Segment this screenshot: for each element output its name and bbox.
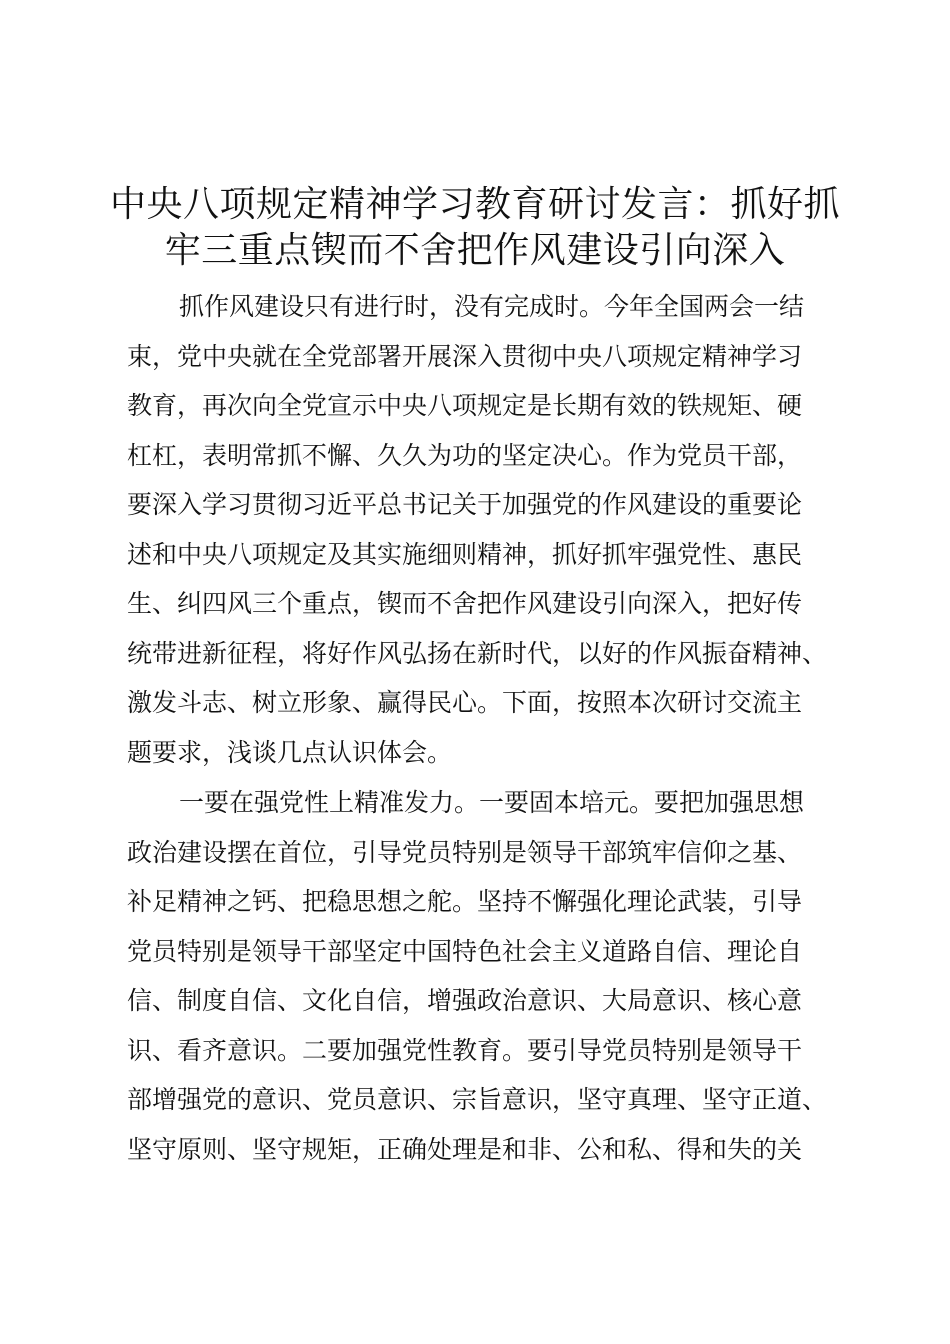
paragraph-line: 政治建设摆在首位，引导党员特别是领导干部筑牢信仰之基、 xyxy=(127,837,803,867)
paragraph-line: 部增强党的意识、党员意识、宗旨意识，坚守真理、坚守正道、 xyxy=(127,1085,828,1114)
paragraph-line: 补足精神之钙、把稳思想之舵。坚持不懈强化理论武装，引导 xyxy=(127,887,803,916)
intro-paragraph xyxy=(127,282,827,777)
paragraph-line: 统带进新征程，将好作风弘扬在新时代，以好的作风振奋精神、 xyxy=(127,638,828,668)
title-line: 中央八项规定精神学习教育研讨发言：抓好抓 xyxy=(109,184,840,225)
paragraph-line: 抓作风建设只有进行时，没有完成时。今年全国两会一结 xyxy=(179,292,805,321)
document-title xyxy=(100,182,850,274)
paragraph-line: 激发斗志、树立形象、赢得民心。下面，按照本次研讨交流主 xyxy=(127,688,803,717)
paragraph-line: 述和中央八项规定及其实施细则精神，抓好抓牢强党性、惠民 xyxy=(127,539,803,569)
paragraph-line: 党员特别是领导干部坚定中国特色社会主义道路自信、理论自 xyxy=(127,936,803,966)
paragraph-line: 生、纠四风三个重点，锲而不舍把作风建设引向深入，把好传 xyxy=(127,589,803,618)
paragraph-line: 杠杠，表明常抓不懈、久久为功的坚定决心。作为党员干部， xyxy=(127,440,803,470)
paragraph-line: 要深入学习贯彻习近平总书记关于加强党的作风建设的重要论 xyxy=(127,490,803,519)
section-paragraph xyxy=(127,778,827,1174)
paragraph-line: 教育，再次向全党宣示中央八项规定是长期有效的铁规矩、硬 xyxy=(127,391,803,420)
paragraph-line: 束，党中央就在全党部署开展深入贯彻中央八项规定精神学习 xyxy=(127,341,803,371)
paragraph-line: 信、制度自信、文化自信，增强政治意识、大局意识、核心意 xyxy=(127,986,803,1015)
title-line: 牢三重点锲而不舍把作风建设引向深入 xyxy=(164,230,786,271)
paragraph-line: 识、看齐意识。二要加强党性教育。要引导党员特别是领导干 xyxy=(127,1035,803,1065)
paragraph-line: 坚守原则、坚守规矩，正确处理是和非、公和私、得和失的关 xyxy=(127,1134,803,1164)
paragraph-line: 一要在强党性上精准发力。一要固本培元。要把加强思想 xyxy=(179,788,805,817)
paragraph-line: 题要求，浅谈几点认识体会。 xyxy=(127,737,453,767)
